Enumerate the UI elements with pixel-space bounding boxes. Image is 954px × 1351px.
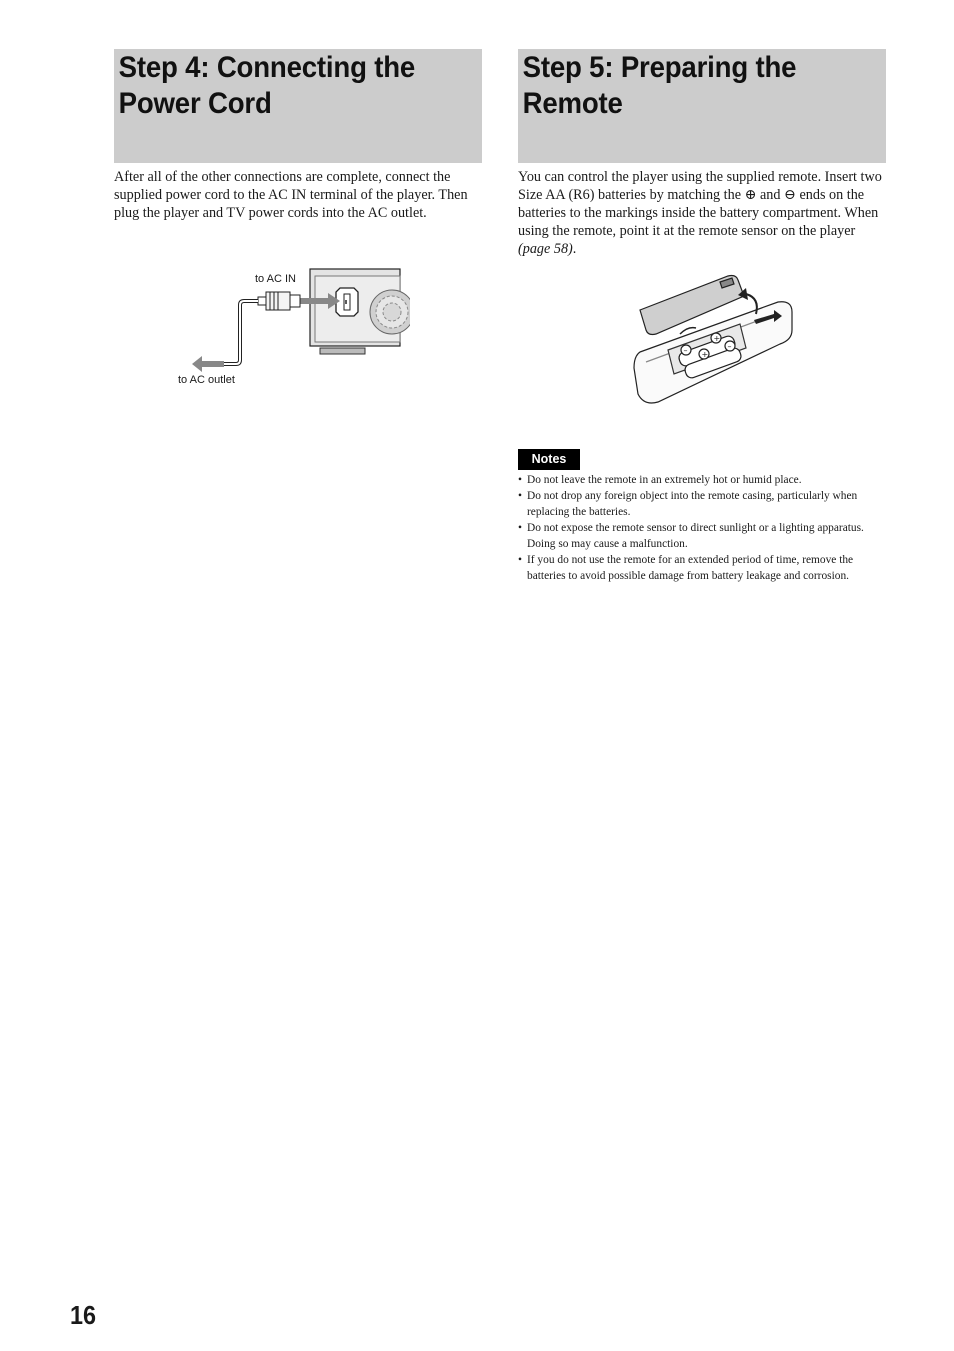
step5-title [518, 49, 857, 122]
step4-title [114, 49, 453, 122]
step5-body [518, 169, 888, 259]
svg-text:–: – [683, 346, 688, 355]
power-plug [258, 292, 300, 310]
step5-body-and: and [756, 186, 785, 203]
remote-battery-illustration [628, 270, 798, 410]
step5-title-line1: Step 5: Preparing the [522, 51, 797, 84]
note-item: • If you do not use the remote for an extended period of time, remove the batteries to avoid possible damage from battery leakage and corrosion. [518, 552, 890, 584]
outlet-arrow-icon [192, 356, 224, 372]
svg-text:+: + [701, 350, 709, 359]
page-reference: (page 58) [518, 240, 573, 257]
notes-list [518, 472, 890, 584]
label-to-ac-outlet: to AC outlet [178, 374, 235, 386]
step5-body-end: . [572, 240, 577, 257]
notes-badge: Notes [518, 449, 580, 470]
step4-body: After all of the other connections are complete, connect the supplied power cord to the AC IN terminal of the player. Then plug the player and TV power cords into the AC outlet. [114, 169, 468, 221]
step5-body-part2: ends on the batteries to the markings inside the battery compartment. When using the remote, point it at the remote sensor on the player [518, 186, 879, 239]
step4-title-line2: Power Cord [118, 87, 272, 120]
player-rear-panel [310, 269, 410, 354]
plus-symbol: ⊕ [744, 186, 757, 203]
note-item: • Do not leave the remote in an extremely hot or humid place. [518, 472, 890, 488]
minus-symbol: ⊖ [784, 186, 796, 203]
step4-heading-box [114, 49, 482, 163]
step5-title-line2: Remote [522, 87, 623, 120]
step4-title-line1: Step 4: Connecting the [118, 51, 416, 84]
step5-heading-box [518, 49, 886, 163]
note-item: • Do not drop any foreign object into the remote casing, particularly when replacing the batteries. [518, 488, 890, 520]
label-to-ac-in: to AC IN [255, 273, 296, 285]
svg-text:–: – [727, 342, 732, 351]
page-number: 16 [70, 1300, 97, 1330]
step5-body-part1: You can control the player using the supplied remote. Insert two Size AA (R6) batteries by matching the [518, 169, 882, 203]
svg-text:+: + [713, 334, 721, 343]
note-item: • Do not expose the remote sensor to direct sunlight or a lighting apparatus. Doing so may cause a malfunction. [518, 520, 890, 552]
